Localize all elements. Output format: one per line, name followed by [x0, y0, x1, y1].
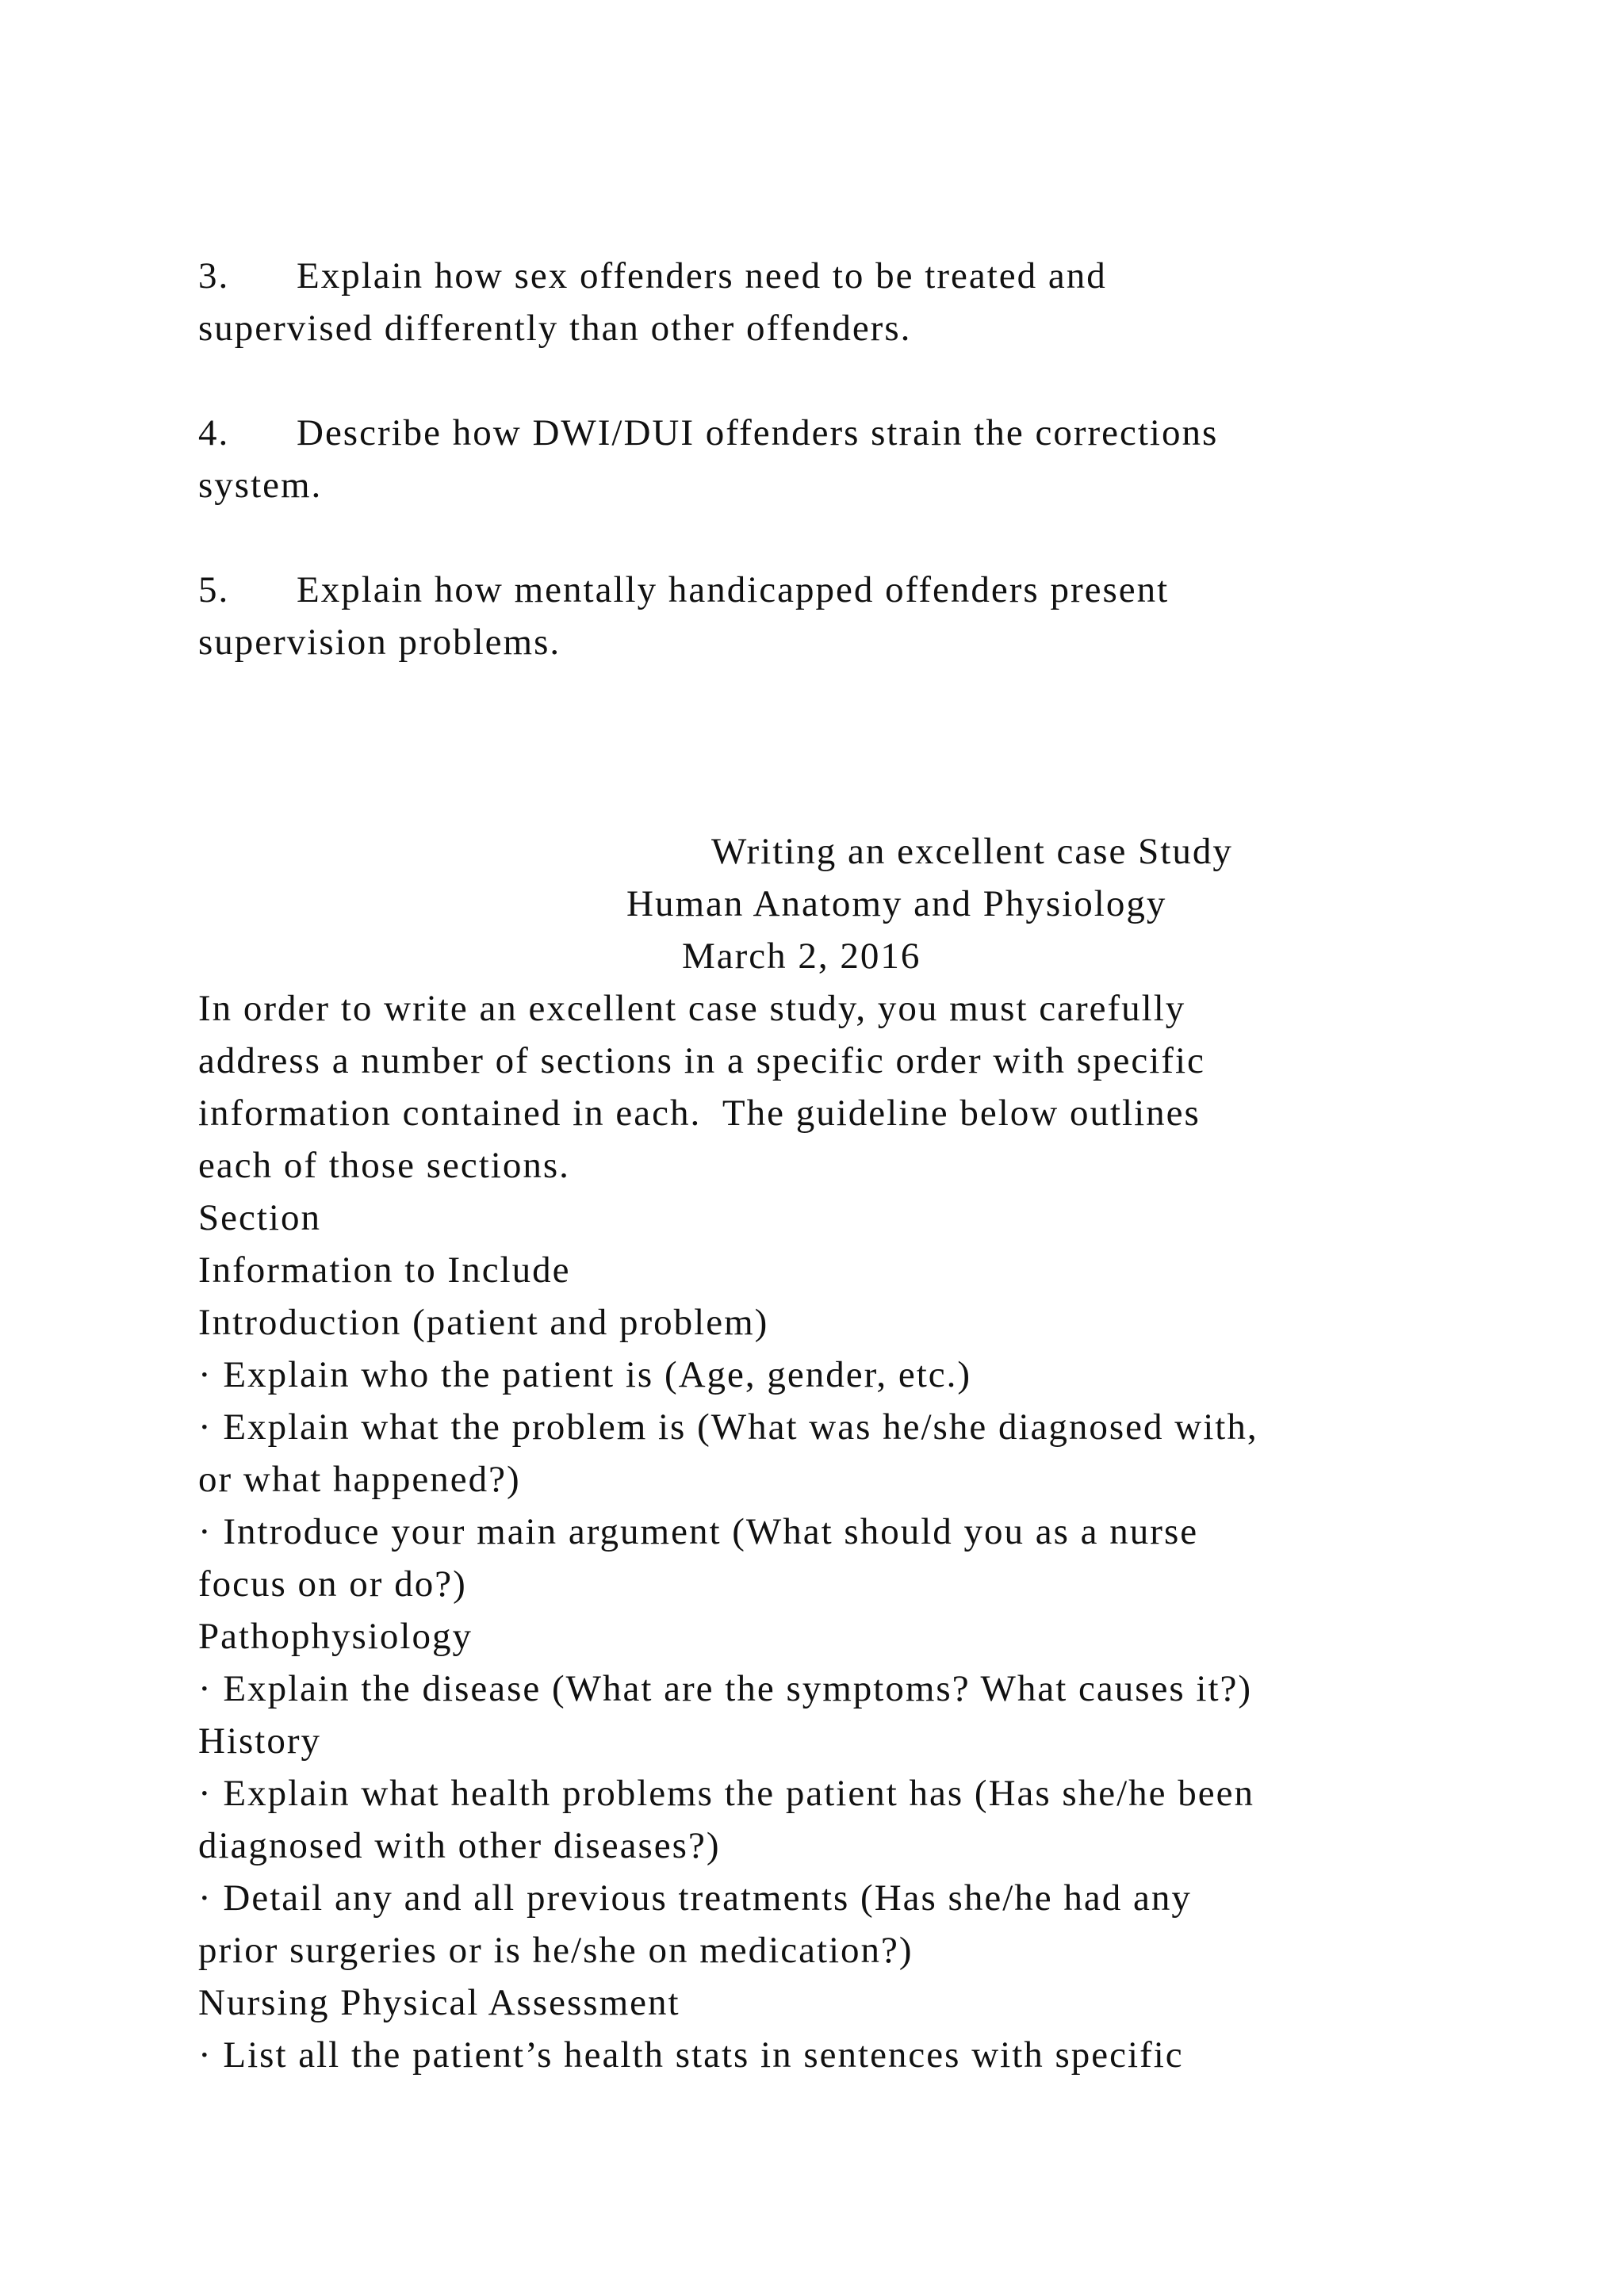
section-heading-history: History — [198, 1720, 321, 1762]
numbered-item-3-line-2: supervised differently than other offenders. — [198, 308, 912, 349]
bullet-line: · Explain the disease (What are the symptoms? What causes it?) — [198, 1668, 1253, 1709]
numbered-item-4-line-1 — [198, 409, 1218, 457]
bullet-line: · List all the patient’s health stats in sentences with specific — [198, 2034, 1184, 2076]
item-number-4: 4. — [198, 412, 230, 453]
bullet-line: · Introduce your main argument (What should you as a nurse — [198, 1511, 1199, 1552]
section-heading-nursing-assessment: Nursing Physical Assessment — [198, 1982, 680, 2023]
numbered-item-3-line-1 — [198, 252, 1107, 300]
bullet-line: · Explain what the problem is (What was he/she diagnosed with, — [198, 1406, 1258, 1448]
numbered-item-5-line-2: supervision problems. — [198, 622, 561, 663]
intro-line-2: address a number of sections in a specific order with specific — [198, 1040, 1205, 1081]
doc-title: Writing an excellent case Study — [711, 831, 1233, 872]
numbered-item-4-line-2: system. — [198, 465, 323, 506]
bullet-line: · Detail any and all previous treatments (Has she/he had any — [198, 1877, 1192, 1919]
bullet-continuation: prior surgeries or is he/she on medication?) — [198, 1930, 914, 1971]
item-number-3: 3. — [198, 255, 230, 297]
table-header-section: Section — [198, 1197, 321, 1238]
item-5-text: Explain how mentally handicapped offenders present — [297, 569, 1170, 610]
doc-date: March 2, 2016 — [682, 936, 921, 977]
bullet-continuation: or what happened?) — [198, 1459, 521, 1500]
bullet-line: · Explain who the patient is (Age, gender, etc.) — [198, 1354, 972, 1395]
bullet-continuation: diagnosed with other diseases?) — [198, 1825, 721, 1866]
intro-line-3: information contained in each. The guideline below outlines — [198, 1093, 1201, 1134]
numbered-item-5-line-1 — [198, 566, 1169, 614]
bullet-continuation: focus on or do?) — [198, 1563, 467, 1605]
item-4-text: Describe how DWI/DUI offenders strain the corrections — [297, 412, 1219, 453]
doc-subject: Human Anatomy and Physiology — [626, 883, 1167, 924]
table-header-info: Information to Include — [198, 1249, 571, 1291]
bullet-line: · Explain what health problems the patient has (Has she/he been — [198, 1773, 1254, 1814]
item-number-5: 5. — [198, 569, 230, 610]
intro-line-4: each of those sections. — [198, 1145, 570, 1186]
item-3-text: Explain how sex offenders need to be treated and — [297, 255, 1107, 297]
section-heading-introduction: Introduction (patient and problem) — [198, 1302, 769, 1343]
section-heading-pathophysiology: Pathophysiology — [198, 1616, 473, 1657]
intro-line-1: In order to write an excellent case study, you must carefully — [198, 988, 1186, 1029]
